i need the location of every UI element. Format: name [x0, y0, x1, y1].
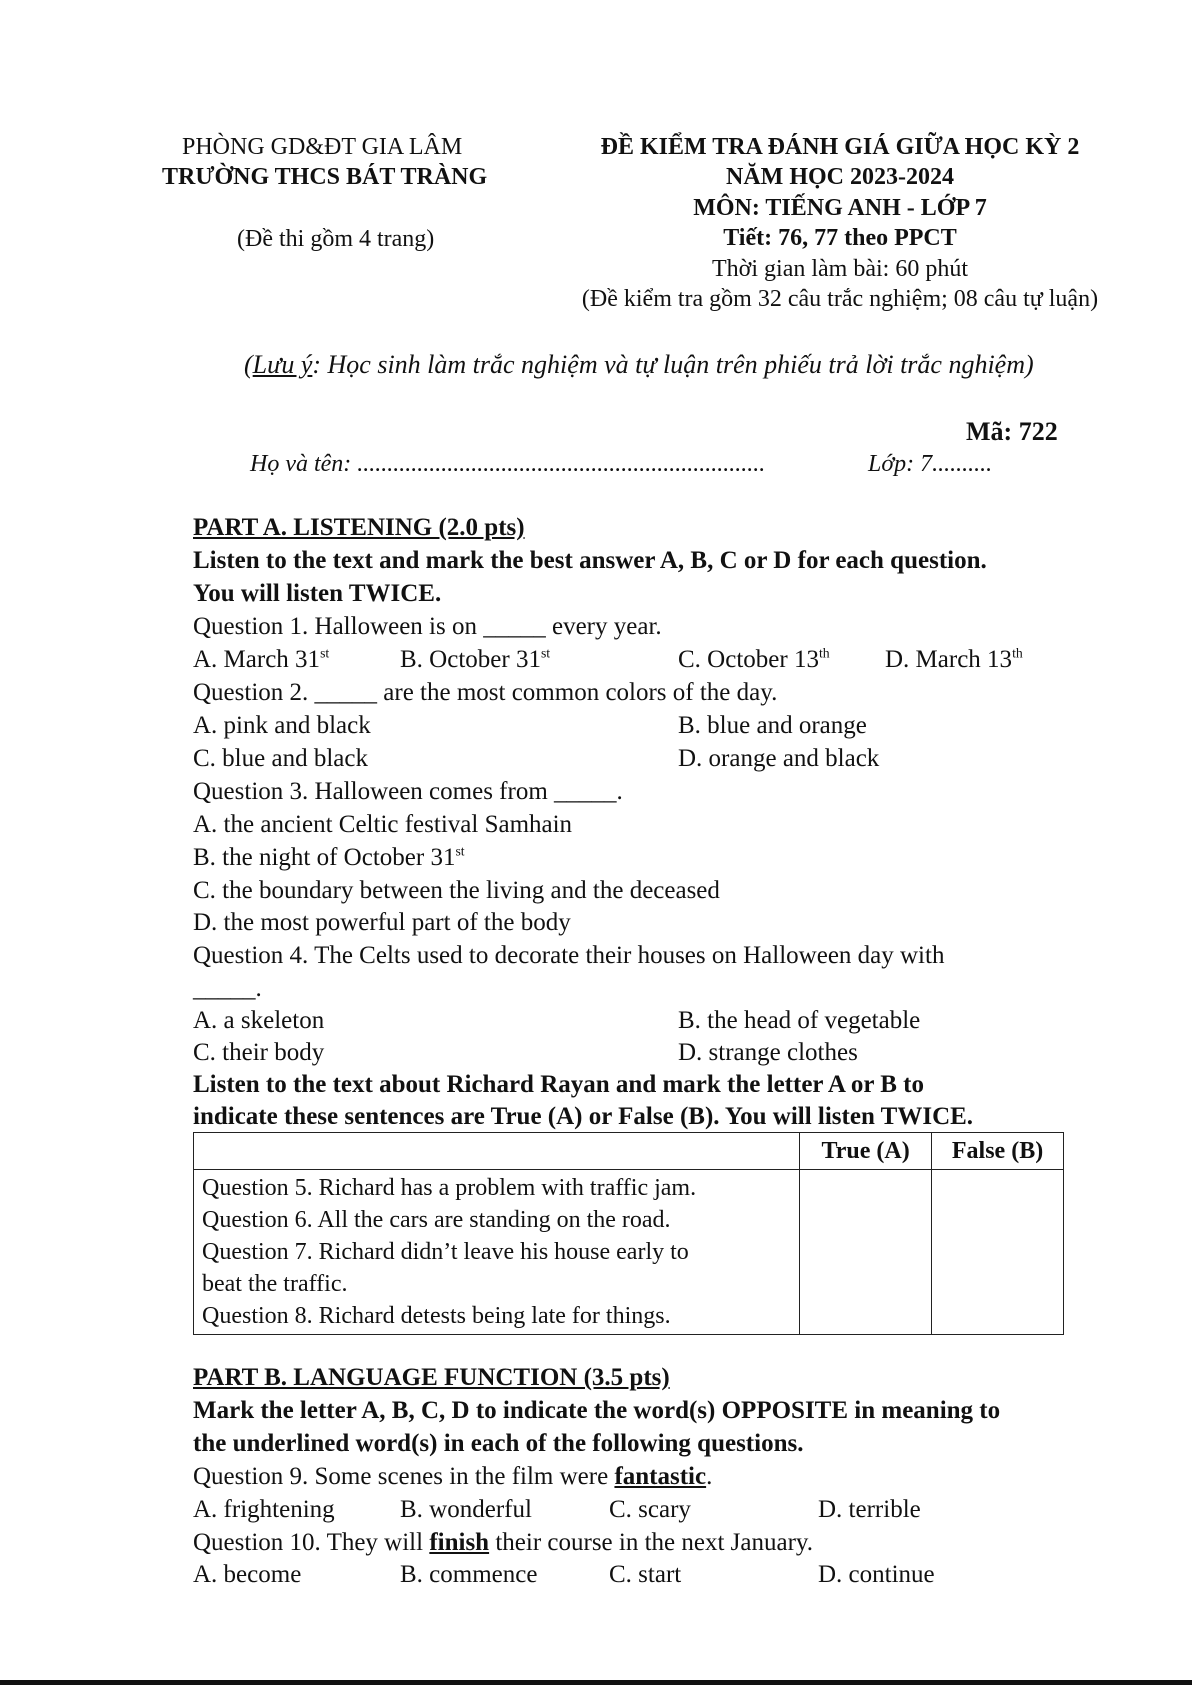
question-text-end: .	[706, 1463, 713, 1490]
part-b-instruction-2: the underlined word(s) in each of the following questions.	[193, 1430, 804, 1457]
q1-option-b	[400, 646, 550, 674]
underlined-word: fantastic	[614, 1463, 707, 1490]
true-false-instruction: Listen to the text about Richard Rayan and mark the letter A or B to	[193, 1071, 924, 1098]
table-row	[194, 1170, 1064, 1335]
q4-option-d: D. strange clothes	[678, 1039, 858, 1066]
true-false-table	[193, 1132, 1064, 1335]
q10-option-b: B. commence	[400, 1561, 538, 1588]
statement-6: Question 6. All the cars are standing on the road.	[202, 1207, 671, 1233]
question-4: Question 4. The Celts used to decorate their houses on Halloween day with	[193, 942, 945, 969]
instruction-note	[244, 350, 1034, 380]
subject: MÔN: TIẾNG ANH - LỚP 7	[693, 195, 987, 221]
q4-option-c: C. their body	[193, 1039, 325, 1066]
statements-cell	[194, 1170, 800, 1335]
option-text: B. the night of October 31	[193, 844, 456, 871]
q10-option-a: A. become	[193, 1561, 302, 1588]
duration: Thời gian làm bài: 60 phút	[712, 256, 968, 282]
option-text: D. March 13	[885, 646, 1013, 673]
q2-option-d: D. orange and black	[678, 745, 880, 772]
q2-option-b: B. blue and orange	[678, 712, 867, 739]
part-a-title: PART A. LISTENING (2.0 pts)	[193, 514, 525, 541]
ordinal-suffix: st	[455, 843, 465, 859]
statement-5: Question 5. Richard has a problem with traffic jam.	[202, 1175, 697, 1201]
q3-option-d: D. the most powerful part of the body	[193, 909, 571, 936]
part-b-instruction: Mark the letter A, B, C, D to indicate the word(s) OPPOSITE in meaning to	[193, 1397, 1001, 1424]
statement-7-cont: beat the traffic.	[202, 1271, 348, 1297]
option-text: B. October 31	[400, 646, 541, 673]
q3-option-a: A. the ancient Celtic festival Samhain	[193, 811, 573, 838]
student-name-field: Họ và tên: ....................................................................	[250, 451, 766, 477]
part-a-instruction-2: You will listen TWICE.	[193, 580, 442, 607]
class-field: Lớp: 7..........	[868, 451, 993, 477]
department-name: PHÒNG GD&ĐT GIA LÂM	[182, 134, 463, 160]
page-count-note: (Đề thi gồm 4 trang)	[237, 226, 435, 252]
true-answer-cell	[800, 1170, 932, 1335]
table-header-row	[194, 1133, 1064, 1170]
question-count: (Đề kiểm tra gồm 32 câu trắc nghiệm; 08 câu tự luận)	[581, 286, 1099, 312]
part-b-title: PART B. LANGUAGE FUNCTION (3.5 pts)	[193, 1364, 670, 1391]
exam-code: Mã: 722	[966, 417, 1058, 446]
question-4-blank: _____.	[193, 975, 262, 1002]
school-name: TRƯỜNG THCS BÁT TRÀNG	[162, 164, 488, 190]
q10-option-d: D. continue	[818, 1561, 935, 1588]
q9-option-d: D. terrible	[818, 1496, 921, 1523]
true-false-instruction-2: indicate these sentences are True (A) or False (B). You will listen TWICE.	[193, 1103, 974, 1130]
question-text-end: their course in the next January.	[489, 1529, 814, 1556]
underlined-word: finish	[429, 1529, 490, 1556]
q4-option-b: B. the head of vegetable	[678, 1007, 921, 1034]
option-text: C. October 13	[678, 646, 819, 673]
q10-option-c: C. start	[609, 1561, 682, 1588]
school-year: NĂM HỌC 2023-2024	[726, 164, 954, 190]
q1-option-d	[885, 646, 1023, 674]
question-2: Question 2. _____ are the most common colors of the day.	[193, 679, 778, 706]
exam-title: ĐỀ KIỂM TRA ĐÁNH GIÁ GIỮA HỌC KỲ 2	[600, 134, 1080, 160]
question-9	[193, 1463, 712, 1491]
ordinal-suffix: st	[540, 645, 551, 661]
q3-option-b	[193, 844, 465, 872]
option-text: A. March 31	[193, 646, 321, 673]
q9-option-a: A. frightening	[193, 1496, 335, 1523]
q3-option-c: C. the boundary between the living and the deceased	[193, 877, 720, 904]
q9-option-b: B. wonderful	[400, 1496, 532, 1523]
question-text: Question 10. They will	[193, 1529, 430, 1556]
note-paren: (	[244, 350, 253, 379]
question-text: Question 9. Some scenes in the film were	[193, 1463, 615, 1490]
period: Tiết: 76, 77 theo PPCT	[723, 225, 957, 251]
q2-option-a: A. pink and black	[193, 712, 371, 739]
page-bottom-border	[0, 1680, 1192, 1685]
false-answer-cell	[932, 1170, 1064, 1335]
ordinal-suffix: th	[818, 645, 830, 661]
column-true: True (A)	[800, 1133, 932, 1170]
table-header-blank	[194, 1133, 800, 1170]
q2-option-c: C. blue and black	[193, 745, 368, 772]
statement-7: Question 7. Richard didn’t leave his house early to	[202, 1239, 689, 1265]
q1-option-a	[193, 646, 329, 674]
question-3: Question 3. Halloween comes from _____.	[193, 778, 623, 805]
ordinal-suffix: st	[320, 645, 330, 661]
q1-option-c	[678, 646, 830, 674]
ordinal-suffix: th	[1012, 645, 1023, 661]
note-label: Lưu ý	[252, 350, 313, 379]
statement-8: Question 8. Richard detests being late for things.	[202, 1303, 671, 1329]
column-false: False (B)	[932, 1133, 1064, 1170]
note-text: : Học sinh làm trắc nghiệm và tự luận trên phiếu trả lời trắc nghiệm)	[312, 350, 1034, 379]
q9-option-c: C. scary	[609, 1496, 691, 1523]
part-a-instruction: Listen to the text and mark the best answer A, B, C or D for each question.	[193, 547, 987, 574]
question-1: Question 1. Halloween is on _____ every year.	[193, 613, 662, 640]
q4-option-a: A. a skeleton	[193, 1007, 325, 1034]
question-10	[193, 1529, 813, 1557]
